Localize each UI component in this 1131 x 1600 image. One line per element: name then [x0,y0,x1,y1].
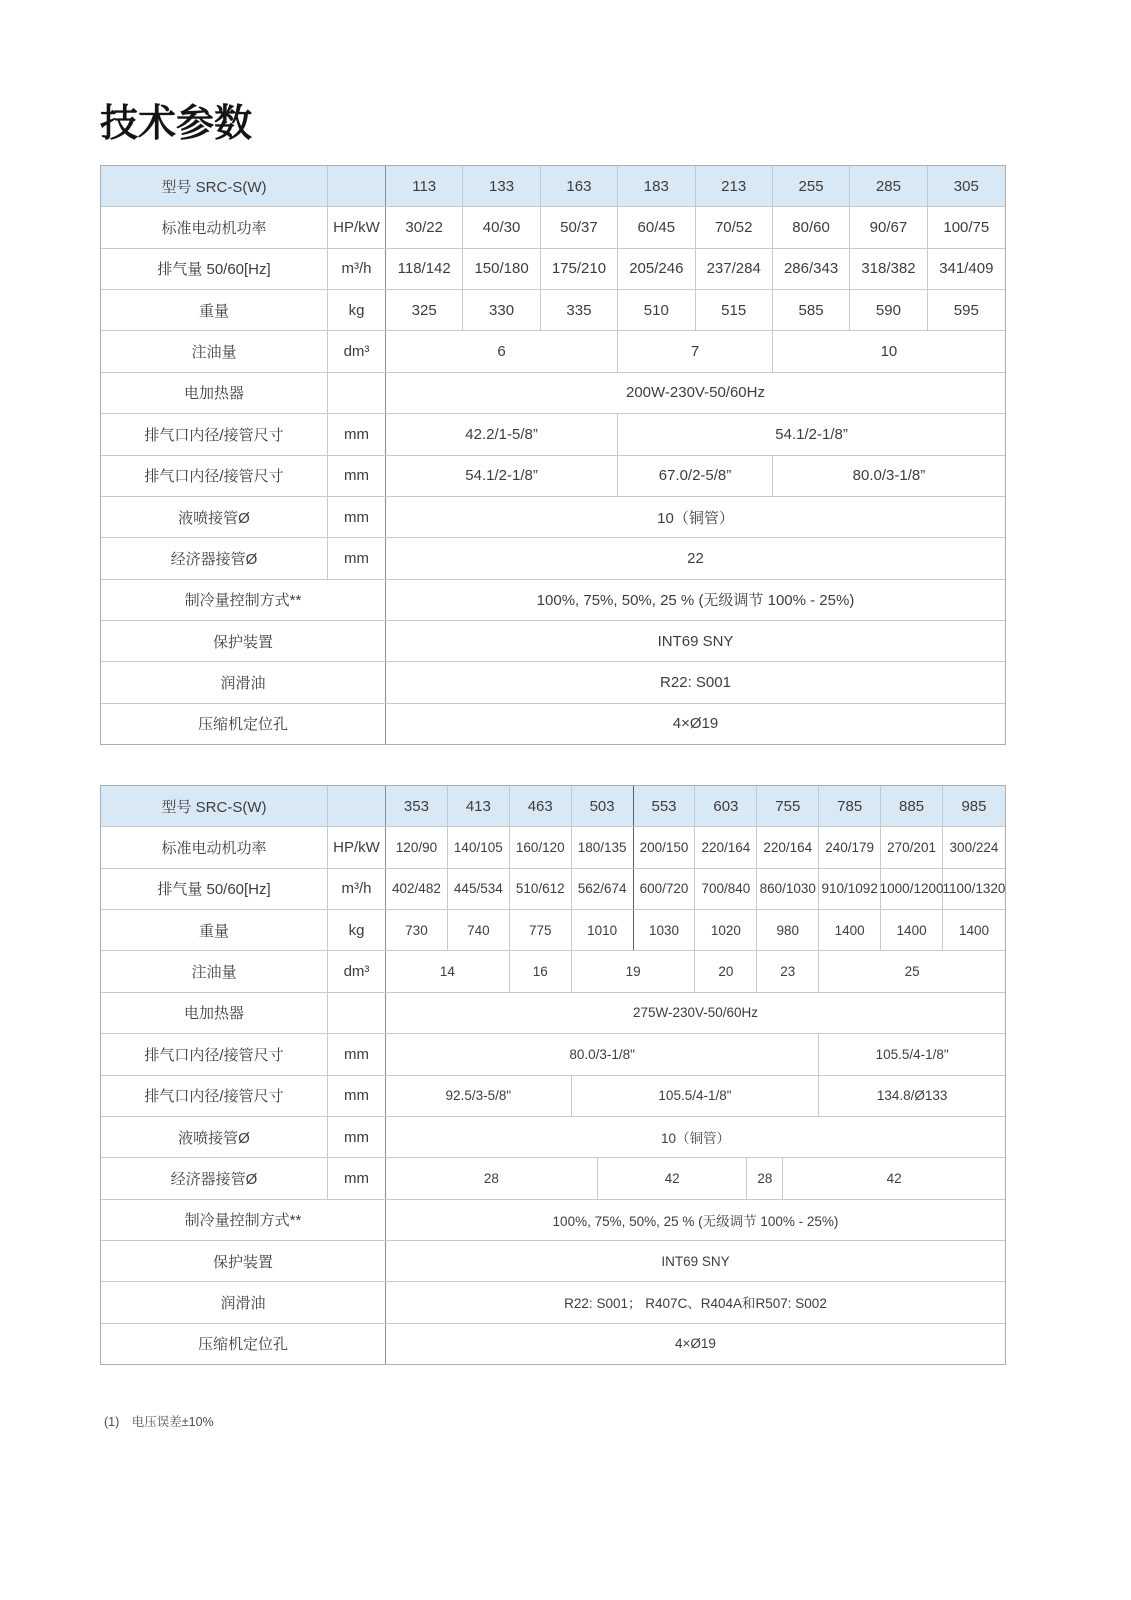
row-values [386,538,1005,578]
header-columns [386,786,1005,826]
value-cell: 19 [572,951,696,991]
value-cell: 10（铜管） [657,509,734,527]
row-values [386,1241,1005,1281]
value-cell: 150/180 [463,249,540,289]
column-header: 785 [819,786,881,826]
value-cell: 1030 [634,910,696,950]
value-cell: 92.5/3-5/8" [386,1076,572,1116]
value-cell: 341/409 [939,260,994,278]
value-cell: R22: S001 [660,673,731,691]
row-unit [328,373,386,413]
row-label: 保护装置 [101,1241,386,1281]
value-cell: 60/45 [618,207,695,247]
table-row [101,1241,1005,1282]
column-header: 183 [618,166,695,206]
value-cell: 286/343 [773,249,850,289]
value-cell: 200/150 [634,827,696,867]
value-cell: 1400 [819,910,881,950]
model-series-label: 型号 SRC-S(W) [101,786,328,826]
table-row [101,331,1005,372]
column-header: 885 [881,786,943,826]
row-label: 液喷接管Ø [101,497,328,537]
header-columns [386,166,1005,206]
row-label: 标准电动机功率 [101,827,328,867]
row-label: 经济器接管Ø [101,1158,328,1198]
row-values [386,869,1005,909]
row-unit: m³/h [328,869,386,909]
row-values [386,414,1005,454]
row-values [386,1200,1005,1240]
row-values [386,331,1005,371]
table-row [101,249,1005,290]
value-cell: 205/246 [618,249,695,289]
value-cell: 515 [696,290,773,330]
value-cell: 980 [757,910,819,950]
row-label: 重量 [101,290,328,330]
value-cell: 220/164 [695,827,757,867]
row-unit: HP/kW [328,827,386,867]
table-row [101,1076,1005,1117]
value-cell: 10 [880,343,898,361]
table-row [101,704,1005,744]
table-row [101,456,1005,497]
value-cell: 600/720 [634,869,696,909]
value-cell: 28 [386,1158,598,1198]
column-header: 133 [463,166,540,206]
value-cell: 80.0/3-1/8” [852,467,926,485]
value-cell: 330 [463,290,540,330]
row-label: 排气量 50/60[Hz] [101,249,328,289]
value-cell: 775 [510,910,572,950]
value-cell: 105.5/4-1/8" [572,1076,820,1116]
value-cell: 175/210 [541,249,618,289]
row-values [386,910,1005,950]
value-cell: 118/142 [386,249,463,289]
value-cell: 42.2/1-5/8” [386,414,618,454]
value-cell: 300/224 [949,840,999,856]
column-header: 985 [961,797,987,815]
row-values [386,662,1005,702]
value-cell: 1000/1200 [881,869,943,909]
row-unit: mm [328,497,386,537]
value-cell: 134.8/Ø133 [876,1088,948,1104]
column-header: 755 [757,786,819,826]
value-cell: 54.1/2-1/8” [775,425,848,443]
value-cell: 140/105 [448,827,510,867]
value-cell: 318/382 [850,249,927,289]
row-values [386,207,1005,247]
table-row [101,662,1005,703]
table-row [101,1200,1005,1241]
table-header-row [101,166,1005,207]
table-row [101,1282,1005,1323]
row-unit: mm [328,414,386,454]
row-label: 排气口内径/接管尺寸 [101,456,328,496]
value-cell: 100/75 [943,219,990,237]
value-cell: 220/164 [757,827,819,867]
table-row [101,621,1005,662]
row-unit: HP/kW [328,207,386,247]
value-cell: 445/534 [448,869,510,909]
value-cell: 80/60 [773,207,850,247]
value-cell: 510 [618,290,695,330]
table-row [101,869,1005,910]
header-unit-cell [328,166,386,206]
row-unit: kg [328,910,386,950]
value-cell: 20 [695,951,757,991]
row-unit: m³/h [328,249,386,289]
value-cell: 700/840 [695,869,757,909]
row-values [386,704,1005,744]
header-unit-cell [328,786,386,826]
value-cell: 42 [886,1170,902,1186]
table-row [101,373,1005,414]
value-cell: 237/284 [696,249,773,289]
value-cell: 730 [386,910,448,950]
row-unit: mm [328,1158,386,1198]
row-label: 排气口内径/接管尺寸 [101,1034,328,1074]
value-cell: 510/612 [510,869,572,909]
row-values [386,621,1005,661]
column-header: 503 [572,786,634,826]
column-header: 285 [850,166,927,206]
row-values [386,827,1005,867]
value-cell: 240/179 [819,827,881,867]
column-header: 163 [541,166,618,206]
table-row [101,1117,1005,1158]
value-cell: 590 [850,290,927,330]
column-header: 305 [953,177,979,195]
value-cell: 30/22 [386,207,463,247]
table-row [101,827,1005,868]
row-label: 制冷量控制方式** [101,580,386,620]
column-header: 463 [510,786,572,826]
table-row [101,993,1005,1034]
row-values [386,1076,1005,1116]
row-label: 润滑油 [101,1282,386,1322]
row-values [386,249,1005,289]
row-label: 润滑油 [101,662,386,702]
table-row [101,1324,1005,1364]
table-header-row [101,786,1005,827]
spec-table-small-models [100,165,1006,745]
model-series-label: 型号 SRC-S(W) [101,166,328,206]
value-cell: 28 [747,1158,783,1198]
row-label: 液喷接管Ø [101,1117,328,1157]
row-values [386,580,1005,620]
column-header: 413 [448,786,510,826]
value-cell: 16 [510,951,572,991]
row-label: 排气口内径/接管尺寸 [101,414,328,454]
value-cell: 25 [904,964,920,980]
value-cell: 1400 [958,922,989,938]
column-header: 113 [386,166,463,206]
row-label: 制冷量控制方式** [101,1200,386,1240]
table-row [101,497,1005,538]
column-header: 603 [695,786,757,826]
value-cell: 14 [386,951,510,991]
row-values [386,1282,1005,1322]
value-cell: 275W-230V-50/60Hz [632,1005,759,1021]
value-cell: 100%, 75%, 50%, 25 % (无级调节 100% - 25%) [552,1213,839,1229]
row-label: 标准电动机功率 [101,207,328,247]
value-cell: INT69 SNY [661,1253,730,1269]
row-label: 压缩机定位孔 [101,704,386,744]
row-values [386,1117,1005,1157]
value-cell: 105.5/4-1/8" [875,1046,949,1062]
row-values [386,993,1005,1033]
value-cell: 1100/1320 [942,881,1006,897]
row-label: 压缩机定位孔 [101,1324,386,1364]
table-row [101,414,1005,455]
value-cell: 595 [953,301,979,319]
value-cell: 80.0/3-1/8" [386,1034,819,1074]
table-row [101,1158,1005,1199]
row-label: 电加热器 [101,373,328,413]
value-cell: 335 [541,290,618,330]
value-cell: 1010 [572,910,634,950]
row-values [386,1034,1005,1074]
value-cell: 4×Ø19 [672,715,719,733]
row-unit: mm [328,1076,386,1116]
value-cell: INT69 SNY [657,632,734,650]
column-header: 553 [634,786,696,826]
value-cell: 180/135 [572,827,634,867]
value-cell: 160/120 [510,827,572,867]
row-values [386,1324,1005,1364]
value-cell: 42 [598,1158,748,1198]
row-values [386,456,1005,496]
row-label: 经济器接管Ø [101,538,328,578]
table-row [101,580,1005,621]
value-cell: 6 [386,331,618,371]
value-cell: 200W-230V-50/60Hz [626,384,765,402]
value-cell: 910/1092 [819,869,881,909]
row-label: 电加热器 [101,993,328,1033]
spec-table-large-models [100,785,1006,1365]
row-values [386,373,1005,413]
row-unit: mm [328,538,386,578]
value-cell: 4×Ø19 [675,1336,716,1352]
table-row [101,538,1005,579]
row-label: 排气量 50/60[Hz] [101,869,328,909]
value-cell: 23 [757,951,819,991]
row-values [386,951,1005,991]
value-cell: 54.1/2-1/8” [386,456,618,496]
row-values [386,497,1005,537]
table-row [101,207,1005,248]
page-title: 技术参数 [100,103,253,145]
value-cell: 562/674 [572,869,634,909]
row-label: 重量 [101,910,328,950]
value-cell: 67.0/2-5/8” [618,456,773,496]
row-values [386,1158,1005,1198]
row-label: 注油量 [101,951,328,991]
row-label: 保护装置 [101,621,386,661]
value-cell: 270/201 [881,827,943,867]
value-cell: 10（铜管） [660,1131,731,1147]
value-cell: 585 [773,290,850,330]
value-cell: R22: S001； R407C、R404A和R507: S002 [564,1296,827,1312]
column-header: 353 [386,786,448,826]
row-unit: mm [328,456,386,496]
table-row [101,910,1005,951]
table-row [101,1034,1005,1075]
column-header: 255 [773,166,850,206]
row-unit: dm³ [328,331,386,371]
row-unit: mm [328,1117,386,1157]
value-cell: 70/52 [696,207,773,247]
value-cell: 50/37 [541,207,618,247]
row-label: 排气口内径/接管尺寸 [101,1076,328,1116]
column-header: 213 [696,166,773,206]
value-cell: 740 [448,910,510,950]
value-cell: 40/30 [463,207,540,247]
value-cell: 402/482 [386,869,448,909]
table-row [101,951,1005,992]
value-cell: 120/90 [386,827,448,867]
row-unit [328,993,386,1033]
row-unit: dm³ [328,951,386,991]
row-values [386,290,1005,330]
row-unit: mm [328,1034,386,1074]
value-cell: 100%, 75%, 50%, 25 % (无级调节 100% - 25%) [536,592,855,610]
value-cell: 1020 [695,910,757,950]
table-row [101,290,1005,331]
row-unit: kg [328,290,386,330]
value-cell: 7 [618,331,773,371]
value-cell: 325 [386,290,463,330]
value-cell: 860/1030 [757,869,819,909]
value-cell: 90/67 [850,207,927,247]
value-cell: 22 [687,549,704,567]
value-cell: 1400 [881,910,943,950]
row-label: 注油量 [101,331,328,371]
footnote: (1) 电压误差±10% [104,1415,214,1429]
